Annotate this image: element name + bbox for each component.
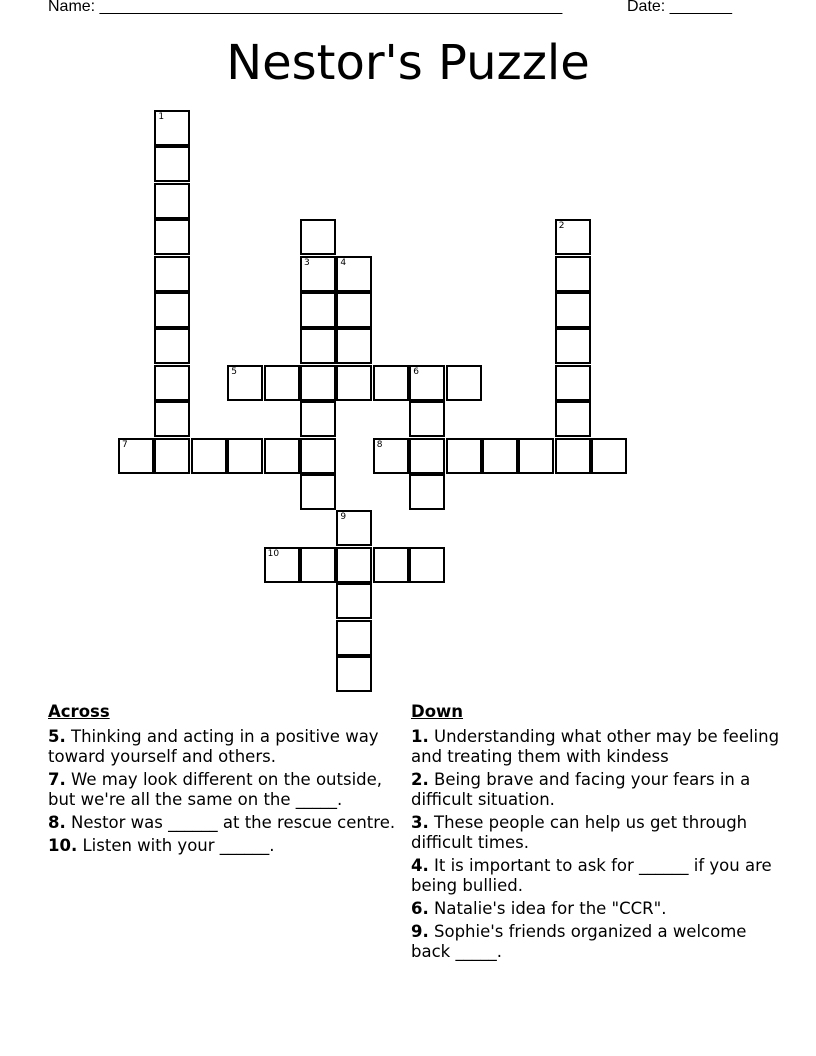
crossword-cell[interactable] — [409, 365, 445, 401]
crossword-cell[interactable] — [336, 292, 372, 328]
crossword-cell[interactable] — [336, 547, 372, 583]
crossword-cell[interactable] — [154, 365, 190, 401]
clue-number: 6 — [413, 366, 419, 377]
crossword-cell[interactable] — [482, 438, 518, 474]
crossword-cell[interactable] — [336, 620, 372, 656]
clue-number: 5 — [231, 366, 237, 377]
crossword-cell[interactable] — [227, 365, 263, 401]
crossword-cell[interactable] — [591, 438, 627, 474]
crossword-cell[interactable] — [446, 365, 482, 401]
crossword-cell[interactable] — [336, 510, 372, 546]
crossword-cell[interactable] — [555, 256, 591, 292]
crossword-cell[interactable] — [191, 438, 227, 474]
clue-across-5: 5. Thinking and acting in a positive way toward yourself and others. — [48, 727, 379, 766]
down-heading: Down — [411, 702, 464, 721]
crossword-cell[interactable] — [300, 256, 336, 292]
clue-across-7: 7. We may look different on the outside, but we're all the same on the _____. — [48, 770, 383, 809]
crossword-cell[interactable] — [300, 365, 336, 401]
crossword-cell[interactable] — [154, 438, 190, 474]
crossword-cell[interactable] — [154, 146, 190, 182]
crossword-cell[interactable] — [446, 438, 482, 474]
clue-across-10: 10. Listen with your ______. — [48, 836, 275, 855]
crossword-cell[interactable] — [373, 438, 409, 474]
crossword-cell[interactable] — [300, 474, 336, 510]
puzzle-title: Nestor's Puzzle — [226, 35, 590, 91]
crossword-cell[interactable] — [336, 256, 372, 292]
name-field-label: Name: ____________________________________________________ — [48, 0, 563, 15]
crossword-cell[interactable] — [264, 547, 300, 583]
crossword-cell[interactable] — [555, 401, 591, 437]
clue-down-6: 6. Natalie's idea for the "CCR". — [411, 899, 667, 918]
clue-number: 8 — [376, 439, 383, 450]
clue-number: 10 — [267, 548, 280, 559]
crossword-cell[interactable] — [154, 292, 190, 328]
crossword-cell[interactable] — [409, 547, 445, 583]
crossword-cell[interactable] — [154, 328, 190, 364]
crossword-cell[interactable] — [336, 365, 372, 401]
crossword-cell[interactable] — [555, 365, 591, 401]
crossword-cell[interactable] — [300, 401, 336, 437]
crossword-cell[interactable] — [300, 328, 336, 364]
clue-number: 9 — [340, 512, 347, 523]
crossword-cell[interactable] — [154, 401, 190, 437]
crossword-cell[interactable] — [154, 110, 190, 146]
crossword-cell[interactable] — [154, 256, 190, 292]
crossword-cell[interactable] — [154, 219, 190, 255]
crossword-cell[interactable] — [373, 365, 409, 401]
clue-number: 7 — [122, 439, 128, 450]
crossword-cell[interactable] — [409, 401, 445, 437]
crossword-cell[interactable] — [409, 438, 445, 474]
crossword-cell[interactable] — [518, 438, 554, 474]
clue-number: 3 — [304, 257, 310, 268]
across-clues — [48, 702, 398, 859]
crossword-cell[interactable] — [264, 365, 300, 401]
across-heading: Across — [48, 702, 110, 721]
crossword-cell[interactable] — [300, 547, 336, 583]
clue-number: 2 — [558, 221, 565, 232]
date-field-label: Date: _______ — [627, 0, 732, 15]
crossword-cell[interactable] — [336, 583, 372, 619]
crossword-cell[interactable] — [154, 183, 190, 219]
crossword-cell[interactable] — [373, 547, 409, 583]
clue-down-9: 9. Sophie's friends organized a welcome back _____. — [411, 922, 747, 961]
crossword-cell[interactable] — [300, 438, 336, 474]
crossword-cell[interactable] — [336, 656, 372, 692]
crossword-cell[interactable] — [336, 328, 372, 364]
crossword-cell[interactable] — [555, 328, 591, 364]
crossword-cell[interactable] — [118, 438, 154, 474]
crossword-cell[interactable] — [555, 292, 591, 328]
down-clues — [411, 702, 781, 965]
crossword-cell[interactable] — [555, 438, 591, 474]
crossword-cell[interactable] — [555, 219, 591, 255]
clue-across-8: 8. Nestor was ______ at the rescue centre. — [48, 813, 396, 832]
crossword-cell[interactable] — [264, 438, 300, 474]
clue-down-4: 4. It is important to ask for ______ if you are being bullied. — [411, 856, 772, 895]
crossword-cell[interactable] — [409, 474, 445, 510]
crossword-cell[interactable] — [227, 438, 263, 474]
crossword-cell[interactable] — [300, 292, 336, 328]
clue-number: 1 — [158, 112, 165, 122]
clue-number: 4 — [340, 257, 347, 268]
clue-down-2: 2. Being brave and facing your fears in a difficult situation. — [411, 770, 751, 809]
crossword-cell[interactable] — [300, 219, 336, 255]
clue-down-1: 1. Understanding what other may be feeling and treating them with kindess — [411, 727, 780, 766]
clue-down-3: 3. These people can help us get through difficult times. — [411, 813, 748, 852]
